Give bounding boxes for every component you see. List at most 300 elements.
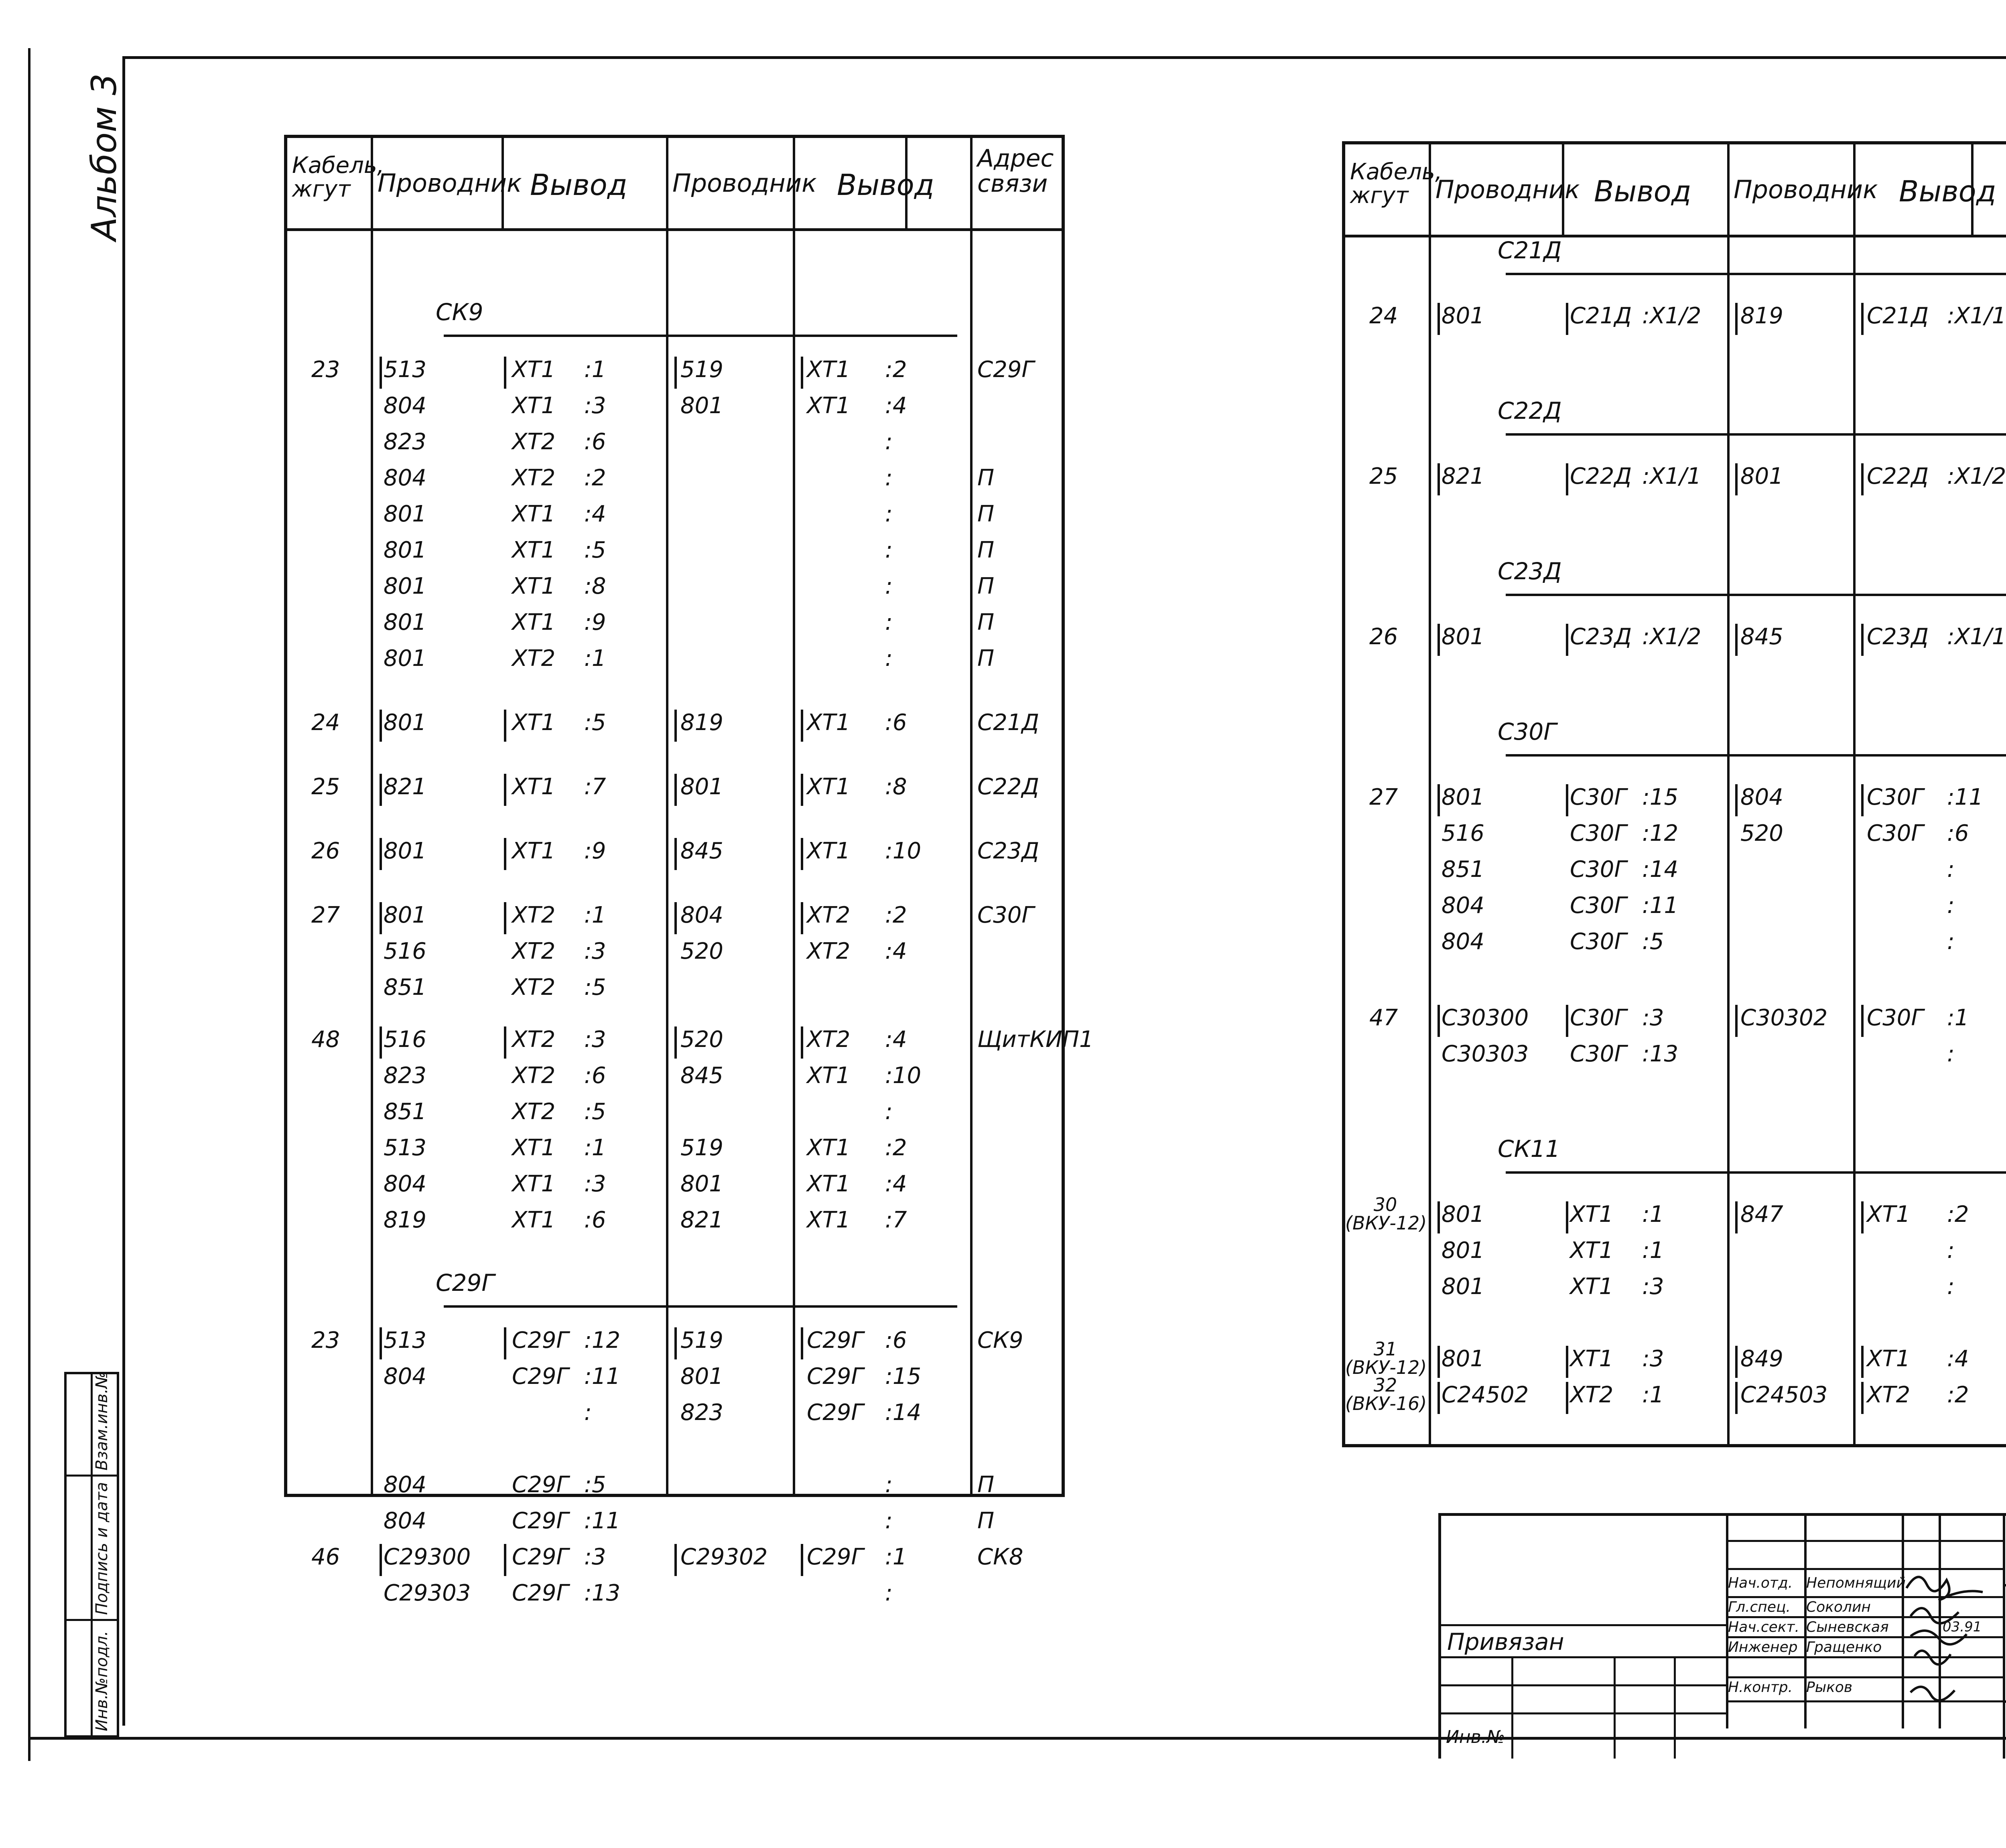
group-bar: [504, 838, 506, 870]
cell-o2b: :: [885, 573, 893, 599]
cell-addr: П: [977, 465, 995, 491]
cell-o2a: С23Д: [1867, 624, 1929, 650]
header-output-1: Вывод: [530, 168, 627, 202]
group-bar: [1861, 624, 1864, 656]
group-bar: [1735, 463, 1738, 495]
cell-cable: 24: [311, 710, 340, 736]
cell-o1b: :6: [584, 429, 606, 455]
group-bar: [674, 357, 677, 389]
cell-o1a: С30Г: [1570, 784, 1627, 810]
cell-o2b: :6: [885, 710, 907, 736]
section-title: С23Д: [1498, 558, 1562, 585]
cell-o2b: :2: [1947, 1382, 1969, 1408]
group-bar: [674, 1026, 677, 1059]
cell-o1a: С30Г: [1570, 1005, 1627, 1031]
cell-o1b: :9: [584, 838, 606, 864]
date: 03.91: [1943, 1619, 1982, 1635]
cell-c1: 801: [384, 501, 426, 527]
group-bar: [1735, 1005, 1738, 1037]
group-bar: [1735, 784, 1738, 816]
cell-cable: 30 (ВКУ-12): [1345, 1194, 1427, 1234]
cell-c2: 845: [680, 1063, 723, 1089]
cell-c2: 804: [1740, 784, 1783, 810]
cell-o1b: :6: [584, 1063, 606, 1089]
cell-o1b: :1: [1642, 1201, 1664, 1227]
section-title: С29Г: [436, 1269, 495, 1296]
cell-addr: П: [977, 645, 995, 671]
left-margin-line: [28, 48, 30, 1761]
group-bar: [1437, 1382, 1440, 1414]
cell-o1a: ХТ1: [512, 1135, 556, 1161]
cell-o1a: С29Г: [512, 1472, 569, 1498]
cell-o2b: :: [885, 501, 893, 527]
cell-c1: 821: [384, 774, 426, 800]
cell-cable: 25: [1369, 463, 1398, 489]
section-underline: [444, 1305, 957, 1308]
group-bar: [504, 1026, 506, 1059]
section-title: С30Г: [1498, 718, 1557, 745]
cell-o2b: :14: [885, 1400, 922, 1426]
section-underline: [1506, 594, 2006, 596]
inv-label: Инв.№: [1446, 1727, 1505, 1747]
cell-o2a: ХТ1: [807, 774, 851, 800]
section-title: СК11: [1498, 1135, 1560, 1162]
group-bar: [674, 838, 677, 870]
cell-o2a: ХТ1: [807, 710, 851, 736]
group-bar: [380, 1026, 382, 1059]
cell-c1: 513: [384, 1327, 426, 1353]
cell-c1: 851: [384, 974, 426, 1000]
group-bar: [801, 1026, 803, 1059]
cell-o1b: :4: [584, 501, 606, 527]
cell-o1a: С30Г: [1570, 893, 1627, 919]
cell-c1: 801: [1442, 1201, 1484, 1227]
cell-c1: С24502: [1442, 1382, 1529, 1408]
group-bar: [504, 1327, 506, 1359]
cell-o1a: ХТ1: [512, 357, 556, 383]
cell-o2b: :Х1/1: [1947, 303, 2006, 329]
group-bar: [1735, 624, 1738, 656]
cell-o2b: :2: [885, 357, 907, 383]
cell-o2a: ХТ1: [807, 357, 851, 383]
cell-o2b: :: [885, 1580, 893, 1606]
cell-c1: 804: [384, 1472, 426, 1498]
cell-o1a: ХТ1: [512, 774, 556, 800]
cell-addr: С21Д: [977, 710, 1040, 736]
group-bar: [380, 1327, 382, 1359]
cell-c2: 821: [680, 1207, 723, 1233]
cell-o2a: С30Г: [1867, 1005, 1924, 1031]
cell-cable: 23: [311, 357, 340, 383]
cell-o1b: :11: [584, 1508, 621, 1534]
cell-o2b: :: [885, 1099, 893, 1125]
cell-o1b: :8: [584, 573, 606, 599]
cell-o2b: :: [1947, 893, 1955, 919]
cell-o1b: :12: [1642, 820, 1679, 846]
role-3: Инженер: [1728, 1639, 1798, 1655]
cell-o1a: ХТ1: [512, 393, 556, 419]
cell-o1b: :15: [1642, 784, 1679, 810]
cell-c1: С30300: [1442, 1005, 1529, 1031]
cell-c1: 804: [384, 1171, 426, 1197]
cell-c1: 804: [1442, 929, 1484, 955]
cell-o1b: :3: [584, 393, 606, 419]
cell-cable: 32 (ВКУ-16): [1345, 1374, 1427, 1414]
cell-o1b: :1: [584, 1135, 606, 1161]
cell-o2a: ХТ2: [807, 1026, 851, 1053]
group-bar: [1735, 1201, 1738, 1233]
cell-o2a: С29Г: [807, 1363, 864, 1390]
cell-o1a: ХТ2: [512, 645, 556, 671]
group-bar: [1437, 1005, 1440, 1037]
cell-c1: 516: [1442, 820, 1484, 846]
cell-o1b: :3: [584, 1544, 606, 1570]
group-bar: [380, 902, 382, 934]
cell-o1a: С30Г: [1570, 820, 1627, 846]
cell-c1: 801: [1442, 624, 1484, 650]
section-underline: [1506, 433, 2006, 436]
group-bar: [1861, 463, 1864, 495]
cell-cable: 46: [311, 1544, 340, 1570]
cell-o2b: :2: [885, 902, 907, 928]
cell-o1a: ХТ2: [512, 938, 556, 964]
header-cable: Кабель, жгут: [1350, 159, 1442, 209]
cell-c2: 823: [680, 1400, 723, 1426]
cell-o1a: С23Д: [1570, 624, 1632, 650]
cell-o1a: ХТ1: [512, 501, 556, 527]
cell-o1b: :9: [584, 609, 606, 635]
title-block: [1438, 1513, 2006, 1759]
group-bar: [1566, 1382, 1568, 1414]
header-output-2: Вывод: [1899, 174, 1996, 208]
group-bar: [801, 774, 803, 806]
group-bar: [380, 357, 382, 389]
cell-o1a: ХТ1: [512, 838, 556, 864]
section-title: СК9: [436, 298, 483, 326]
group-bar: [1566, 1201, 1568, 1233]
header-output-2: Вывод: [837, 168, 934, 202]
group-bar: [1437, 624, 1440, 656]
group-bar: [801, 902, 803, 934]
cell-o1a: С29Г: [512, 1327, 569, 1353]
cell-c1: 801: [384, 710, 426, 736]
stamp-label-replace: Взам.инв.№: [93, 1371, 111, 1471]
cell-c1: 801: [384, 537, 426, 563]
cell-o1a: ХТ2: [1570, 1382, 1614, 1408]
group-bar: [801, 710, 803, 742]
cell-c2: С24503: [1740, 1382, 1828, 1408]
cell-o2a: ХТ1: [1867, 1201, 1911, 1227]
name-1: Соколин: [1806, 1599, 1871, 1615]
cell-o1b: :1: [1642, 1382, 1664, 1408]
cell-o1a: С29Г: [512, 1580, 569, 1606]
cell-o2b: :4: [885, 1171, 907, 1197]
cell-c2: 801: [680, 393, 723, 419]
cell-o2b: :11: [1947, 784, 1984, 810]
group-bar: [1735, 1382, 1738, 1414]
cell-o1a: ХТ1: [512, 573, 556, 599]
left-connection-table: [284, 135, 1094, 1606]
cell-cable: 23: [311, 1327, 340, 1353]
group-bar: [674, 1544, 677, 1576]
cell-c1: 804: [384, 1363, 426, 1390]
cell-c1: С29300: [384, 1544, 471, 1570]
cell-c2: 804: [680, 902, 723, 928]
cell-o1a: ХТ1: [512, 537, 556, 563]
cell-o2b: :: [885, 1508, 893, 1534]
name-4: Рыков: [1806, 1679, 1853, 1696]
cell-o1a: ХТ1: [1570, 1201, 1614, 1227]
cell-o2b: :: [1947, 929, 1955, 955]
cell-c1: 823: [384, 1063, 426, 1089]
group-bar: [801, 838, 803, 870]
name-3: Гращенко: [1806, 1639, 1882, 1655]
cell-c2: 847: [1740, 1201, 1783, 1227]
cell-cable: 47: [1369, 1005, 1398, 1031]
group-bar: [1437, 303, 1440, 335]
cell-c1: 801: [1442, 1346, 1484, 1372]
cell-o1b: :3: [584, 1026, 606, 1053]
cell-c2: 520: [680, 938, 723, 964]
cell-o1a: С30Г: [1570, 856, 1627, 882]
group-bar: [801, 357, 803, 389]
group-bar: [380, 710, 382, 742]
cell-cable: 31 (ВКУ-12): [1345, 1338, 1427, 1378]
stamp-label-sign: Подпись и дата: [93, 1482, 111, 1615]
cell-o1b: :7: [584, 774, 606, 800]
group-bar: [1861, 303, 1864, 335]
cell-o1b: :1: [584, 645, 606, 671]
group-bar: [801, 1544, 803, 1576]
cell-o2a: ХТ1: [807, 838, 851, 864]
cell-c1: 851: [384, 1099, 426, 1125]
cell-o1b: :5: [584, 1472, 606, 1498]
cell-o2b: :1: [885, 1544, 907, 1570]
cell-c1: 851: [1442, 856, 1484, 882]
cell-o1b: :5: [1642, 929, 1664, 955]
cell-c2: 819: [680, 710, 723, 736]
cell-o1b: :3: [1642, 1274, 1664, 1300]
group-bar: [380, 774, 382, 806]
cell-o2b: :: [885, 465, 893, 491]
cell-c2: 519: [680, 1135, 723, 1161]
cell-o2a: ХТ2: [807, 938, 851, 964]
cell-cable: 27: [1369, 784, 1398, 810]
stamp-label-inv: Инв.№подл.: [93, 1631, 111, 1731]
cell-o2b: :7: [885, 1207, 907, 1233]
cell-o2b: :1: [1947, 1005, 1969, 1031]
cell-o1a: С22Д: [1570, 463, 1632, 489]
group-bar: [1437, 1346, 1440, 1378]
cell-o1b: :13: [1642, 1041, 1679, 1067]
header-conductor-1: Проводник: [378, 168, 522, 198]
cell-o2b: :: [1947, 856, 1955, 882]
cell-o1a: С29Г: [512, 1363, 569, 1390]
cell-o2a: С22Д: [1867, 463, 1929, 489]
cell-o1b: :14: [1642, 856, 1679, 882]
cell-addr: П: [977, 537, 995, 563]
cell-o1a: ХТ2: [512, 1063, 556, 1089]
cell-o1a: ХТ1: [512, 710, 556, 736]
cell-c2: 801: [680, 774, 723, 800]
cell-c2: 845: [1740, 624, 1783, 650]
cell-o2a: ХТ1: [807, 1135, 851, 1161]
cell-o1b: :2: [584, 465, 606, 491]
cell-c1: 516: [384, 1026, 426, 1053]
cell-o2b: :2: [1947, 1201, 1969, 1227]
group-bar: [1861, 1382, 1864, 1414]
group-bar: [1735, 303, 1738, 335]
cell-o1a: С29Г: [512, 1508, 569, 1534]
cell-c2: 845: [680, 838, 723, 864]
section-underline: [444, 335, 957, 337]
cell-o2a: С29Г: [807, 1327, 864, 1353]
cell-o2a: ХТ1: [807, 1063, 851, 1089]
group-bar: [1566, 784, 1568, 816]
cell-c2: 801: [1740, 463, 1783, 489]
cell-o2b: :10: [885, 1063, 922, 1089]
cell-o2a: С30Г: [1867, 784, 1924, 810]
cell-c1: 801: [1442, 784, 1484, 810]
group-bar: [504, 357, 506, 389]
cell-c1: 804: [384, 393, 426, 419]
cell-o2b: :4: [885, 1026, 907, 1053]
cell-o2b: :15: [885, 1363, 922, 1390]
cell-addr: С22Д: [977, 774, 1040, 800]
cell-addr: П: [977, 573, 995, 599]
group-bar: [1735, 1346, 1738, 1378]
role-0: Нач.отд.: [1728, 1575, 1793, 1591]
name-2: Сыневская: [1806, 1619, 1889, 1635]
cell-o2b: :6: [885, 1327, 907, 1353]
cell-o2b: :4: [885, 393, 907, 419]
cell-o1b: :11: [584, 1363, 621, 1390]
cell-c2: 519: [680, 1327, 723, 1353]
header-conductor-2: Проводник: [672, 168, 817, 198]
cell-cable: 26: [311, 838, 340, 864]
cell-o1b: :Х1/2: [1642, 624, 1701, 650]
group-bar: [1861, 1346, 1864, 1378]
cell-o1b: :: [584, 1400, 592, 1426]
cell-c1: 823: [384, 429, 426, 455]
cell-c1: 821: [1442, 463, 1484, 489]
cell-o2b: :: [885, 645, 893, 671]
group-bar: [504, 774, 506, 806]
cell-addr: П: [977, 1472, 995, 1498]
cell-o2b: :2: [885, 1135, 907, 1161]
cell-o2a: С29Г: [807, 1400, 864, 1426]
cell-o1a: С29Г: [512, 1544, 569, 1570]
cell-addr: С30Г: [977, 902, 1034, 928]
cell-c1: 801: [1442, 1274, 1484, 1300]
cell-o1b: :3: [1642, 1005, 1664, 1031]
cell-c1: 513: [384, 357, 426, 383]
cell-o1a: С30Г: [1570, 929, 1627, 955]
cell-c1: 801: [384, 902, 426, 928]
cell-addr: С23Д: [977, 838, 1040, 864]
group-bar: [1437, 463, 1440, 495]
cell-o2b: :10: [885, 838, 922, 864]
cell-addr: СК9: [977, 1327, 1023, 1353]
group-bar: [1566, 624, 1568, 656]
cell-o2b: :: [885, 537, 893, 563]
cell-o1a: ХТ1: [1570, 1237, 1614, 1264]
cell-o1b: :13: [584, 1580, 621, 1606]
cell-addr: П: [977, 501, 995, 527]
cell-o1a: ХТ2: [512, 902, 556, 928]
cell-o1b: :5: [584, 1099, 606, 1125]
cell-o1a: С30Г: [1570, 1041, 1627, 1067]
cell-c2: С30302: [1740, 1005, 1828, 1031]
header-conductor-2: Проводник: [1734, 175, 1878, 204]
name-0: Непомнящий: [1806, 1575, 1906, 1591]
cell-o1b: :3: [584, 938, 606, 964]
bound-label: Привязан: [1447, 1628, 1564, 1655]
cell-c2: С29302: [680, 1544, 768, 1570]
cell-o1a: ХТ2: [512, 974, 556, 1000]
group-bar: [504, 1544, 506, 1576]
section-underline: [1506, 273, 2006, 275]
cell-o2b: :: [885, 1472, 893, 1498]
header-conductor-1: Проводник: [1435, 175, 1580, 204]
cell-o2a: ХТ1: [1867, 1346, 1911, 1372]
cell-o2b: :4: [885, 938, 907, 964]
cell-o1b: :Х1/2: [1642, 303, 1701, 329]
cell-cable: 24: [1369, 303, 1398, 329]
signatures: [1902, 1564, 2003, 1704]
cell-o1b: :1: [584, 902, 606, 928]
cell-o1b: :3: [584, 1171, 606, 1197]
cell-o1b: :5: [584, 974, 606, 1000]
cell-o1b: :1: [584, 357, 606, 383]
group-bar: [1437, 784, 1440, 816]
cell-addr: П: [977, 1508, 995, 1534]
cell-o1b: :6: [584, 1207, 606, 1233]
group-bar: [1861, 1005, 1864, 1037]
cell-o2b: :8: [885, 774, 907, 800]
section-title: С21Д: [1498, 237, 1562, 264]
cell-o1a: ХТ2: [512, 1099, 556, 1125]
group-bar: [1566, 463, 1568, 495]
cell-c1: 516: [384, 938, 426, 964]
role-1: Гл.спец.: [1728, 1599, 1791, 1615]
cell-o2a: С30Г: [1867, 820, 1924, 846]
album-label: Альбом 3: [84, 73, 124, 241]
role-2: Нач.сект.: [1728, 1619, 1799, 1635]
cell-cable: 26: [1369, 624, 1398, 650]
group-bar: [1861, 1201, 1864, 1233]
section-underline: [1506, 1171, 2006, 1174]
cell-o1a: ХТ1: [512, 609, 556, 635]
cell-o2a: С29Г: [807, 1544, 864, 1570]
cell-o2b: :: [1947, 1041, 1955, 1067]
group-bar: [1437, 1201, 1440, 1233]
cell-o1b: :Х1/1: [1642, 463, 1701, 489]
group-bar: [504, 902, 506, 934]
cell-o1a: С21Д: [1570, 303, 1632, 329]
left-stamp: [64, 1372, 119, 1738]
cell-c1: 801: [384, 838, 426, 864]
cell-c1: 513: [384, 1135, 426, 1161]
cell-addr: ЩитКИП1: [977, 1026, 1094, 1053]
cell-c1: 801: [384, 645, 426, 671]
cell-o1b: :5: [584, 710, 606, 736]
cell-cable: 27: [311, 902, 340, 928]
cell-addr: С29Г: [977, 357, 1034, 383]
cell-c1: 804: [384, 465, 426, 491]
group-bar: [674, 1327, 677, 1359]
cell-o1b: :3: [1642, 1346, 1664, 1372]
